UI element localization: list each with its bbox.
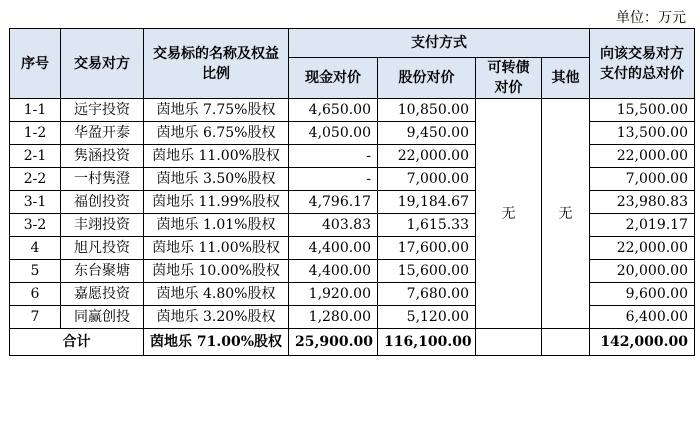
total-target: 茵地乐 71.00%股权 [144,329,289,356]
cell-target: 茵地乐 7.75%股权 [144,99,289,122]
header-counterparty: 交易对方 [61,29,144,99]
total-label: 合计 [10,329,144,356]
cell-seq: 7 [10,306,61,329]
cell-total: 23,980.83 [590,191,695,214]
transaction-table [9,28,695,356]
cell-shares: 19,184.67 [378,191,476,214]
cell-party: 东台聚塘 [61,260,144,283]
cell-party: 一村隽澄 [61,168,144,191]
cell-total: 13,500.00 [590,122,695,145]
cell-shares: 10,850.00 [378,99,476,122]
cell-party: 隽涵投资 [61,145,144,168]
cell-target: 茵地乐 11.00%股权 [144,237,289,260]
cell-party: 华盈开泰 [61,122,144,145]
cell-cash: 403.83 [289,214,378,237]
cell-seq: 2-1 [10,145,61,168]
cell-convertible-merged: 无 [476,99,542,329]
cell-shares: 7,000.00 [378,168,476,191]
cell-target: 茵地乐 3.50%股权 [144,168,289,191]
table-row [10,306,695,329]
cell-cash: 1,920.00 [289,283,378,306]
cell-cash: 4,050.00 [289,122,378,145]
cell-shares: 5,120.00 [378,306,476,329]
cell-target: 茵地乐 6.75%股权 [144,122,289,145]
cell-seq: 4 [10,237,61,260]
cell-total: 20,000.00 [590,260,695,283]
table-row [10,99,695,122]
cell-seq: 5 [10,260,61,283]
cell-target: 茵地乐 4.80%股权 [144,283,289,306]
header-target: 交易标的名称及权益比例 [144,29,289,99]
cell-party: 丰翊投资 [61,214,144,237]
cell-shares: 7,680.00 [378,283,476,306]
cell-cash: 4,796.17 [289,191,378,214]
cell-party: 嘉愿投资 [61,283,144,306]
table-row [10,122,695,145]
header-row-1 [10,29,695,58]
table-row [10,145,695,168]
cell-other-merged: 无 [542,99,590,329]
header-shares: 股份对价 [378,58,476,99]
cell-total: 2,019.17 [590,214,695,237]
cell-seq: 3-1 [10,191,61,214]
cell-party: 同赢创投 [61,306,144,329]
table-row [10,168,695,191]
cell-party: 远宇投资 [61,99,144,122]
cell-shares: 15,600.00 [378,260,476,283]
header-seq: 序号 [10,29,61,99]
cell-cash: 1,280.00 [289,306,378,329]
total-amount: 142,000.00 [590,329,695,356]
cell-shares: 17,600.00 [378,237,476,260]
cell-total: 22,000.00 [590,145,695,168]
cell-cash: - [289,168,378,191]
cell-shares: 22,000.00 [378,145,476,168]
table-row [10,283,695,306]
cell-total: 7,000.00 [590,168,695,191]
cell-shares: 9,450.00 [378,122,476,145]
cell-cash: 4,400.00 [289,260,378,283]
unit-label: 单位：万元 [616,10,686,26]
header-cash: 现金对价 [289,58,378,99]
cell-seq: 1-1 [10,99,61,122]
cell-target: 茵地乐 10.00%股权 [144,260,289,283]
total-row [10,329,695,356]
cell-target: 茵地乐 1.01%股权 [144,214,289,237]
cell-seq: 3-2 [10,214,61,237]
cell-party: 旭凡投资 [61,237,144,260]
cell-total: 22,000.00 [590,237,695,260]
cell-party: 福创投资 [61,191,144,214]
cell-target: 茵地乐 11.99%股权 [144,191,289,214]
header-total: 向该交易对方支付的总对价 [590,29,695,99]
cell-target: 茵地乐 3.20%股权 [144,306,289,329]
cell-shares: 1,615.33 [378,214,476,237]
cell-cash: - [289,145,378,168]
cell-cash: 4,650.00 [289,99,378,122]
header-convertible: 可转债对价 [476,58,542,99]
cell-seq: 6 [10,283,61,306]
cell-total: 6,400.00 [590,306,695,329]
total-shares: 116,100.00 [378,329,476,356]
table-row [10,260,695,283]
table-row [10,214,695,237]
table-row [10,237,695,260]
cell-seq: 2-2 [10,168,61,191]
table-row [10,191,695,214]
total-convertible-empty [476,329,542,356]
header-other: 其他 [542,58,590,99]
header-payment-method: 支付方式 [289,29,590,58]
total-other-empty [542,329,590,356]
cell-total: 15,500.00 [590,99,695,122]
total-cash: 25,900.00 [289,329,378,356]
cell-total: 9,600.00 [590,283,695,306]
cell-target: 茵地乐 11.00%股权 [144,145,289,168]
cell-seq: 1-2 [10,122,61,145]
cell-cash: 4,400.00 [289,237,378,260]
